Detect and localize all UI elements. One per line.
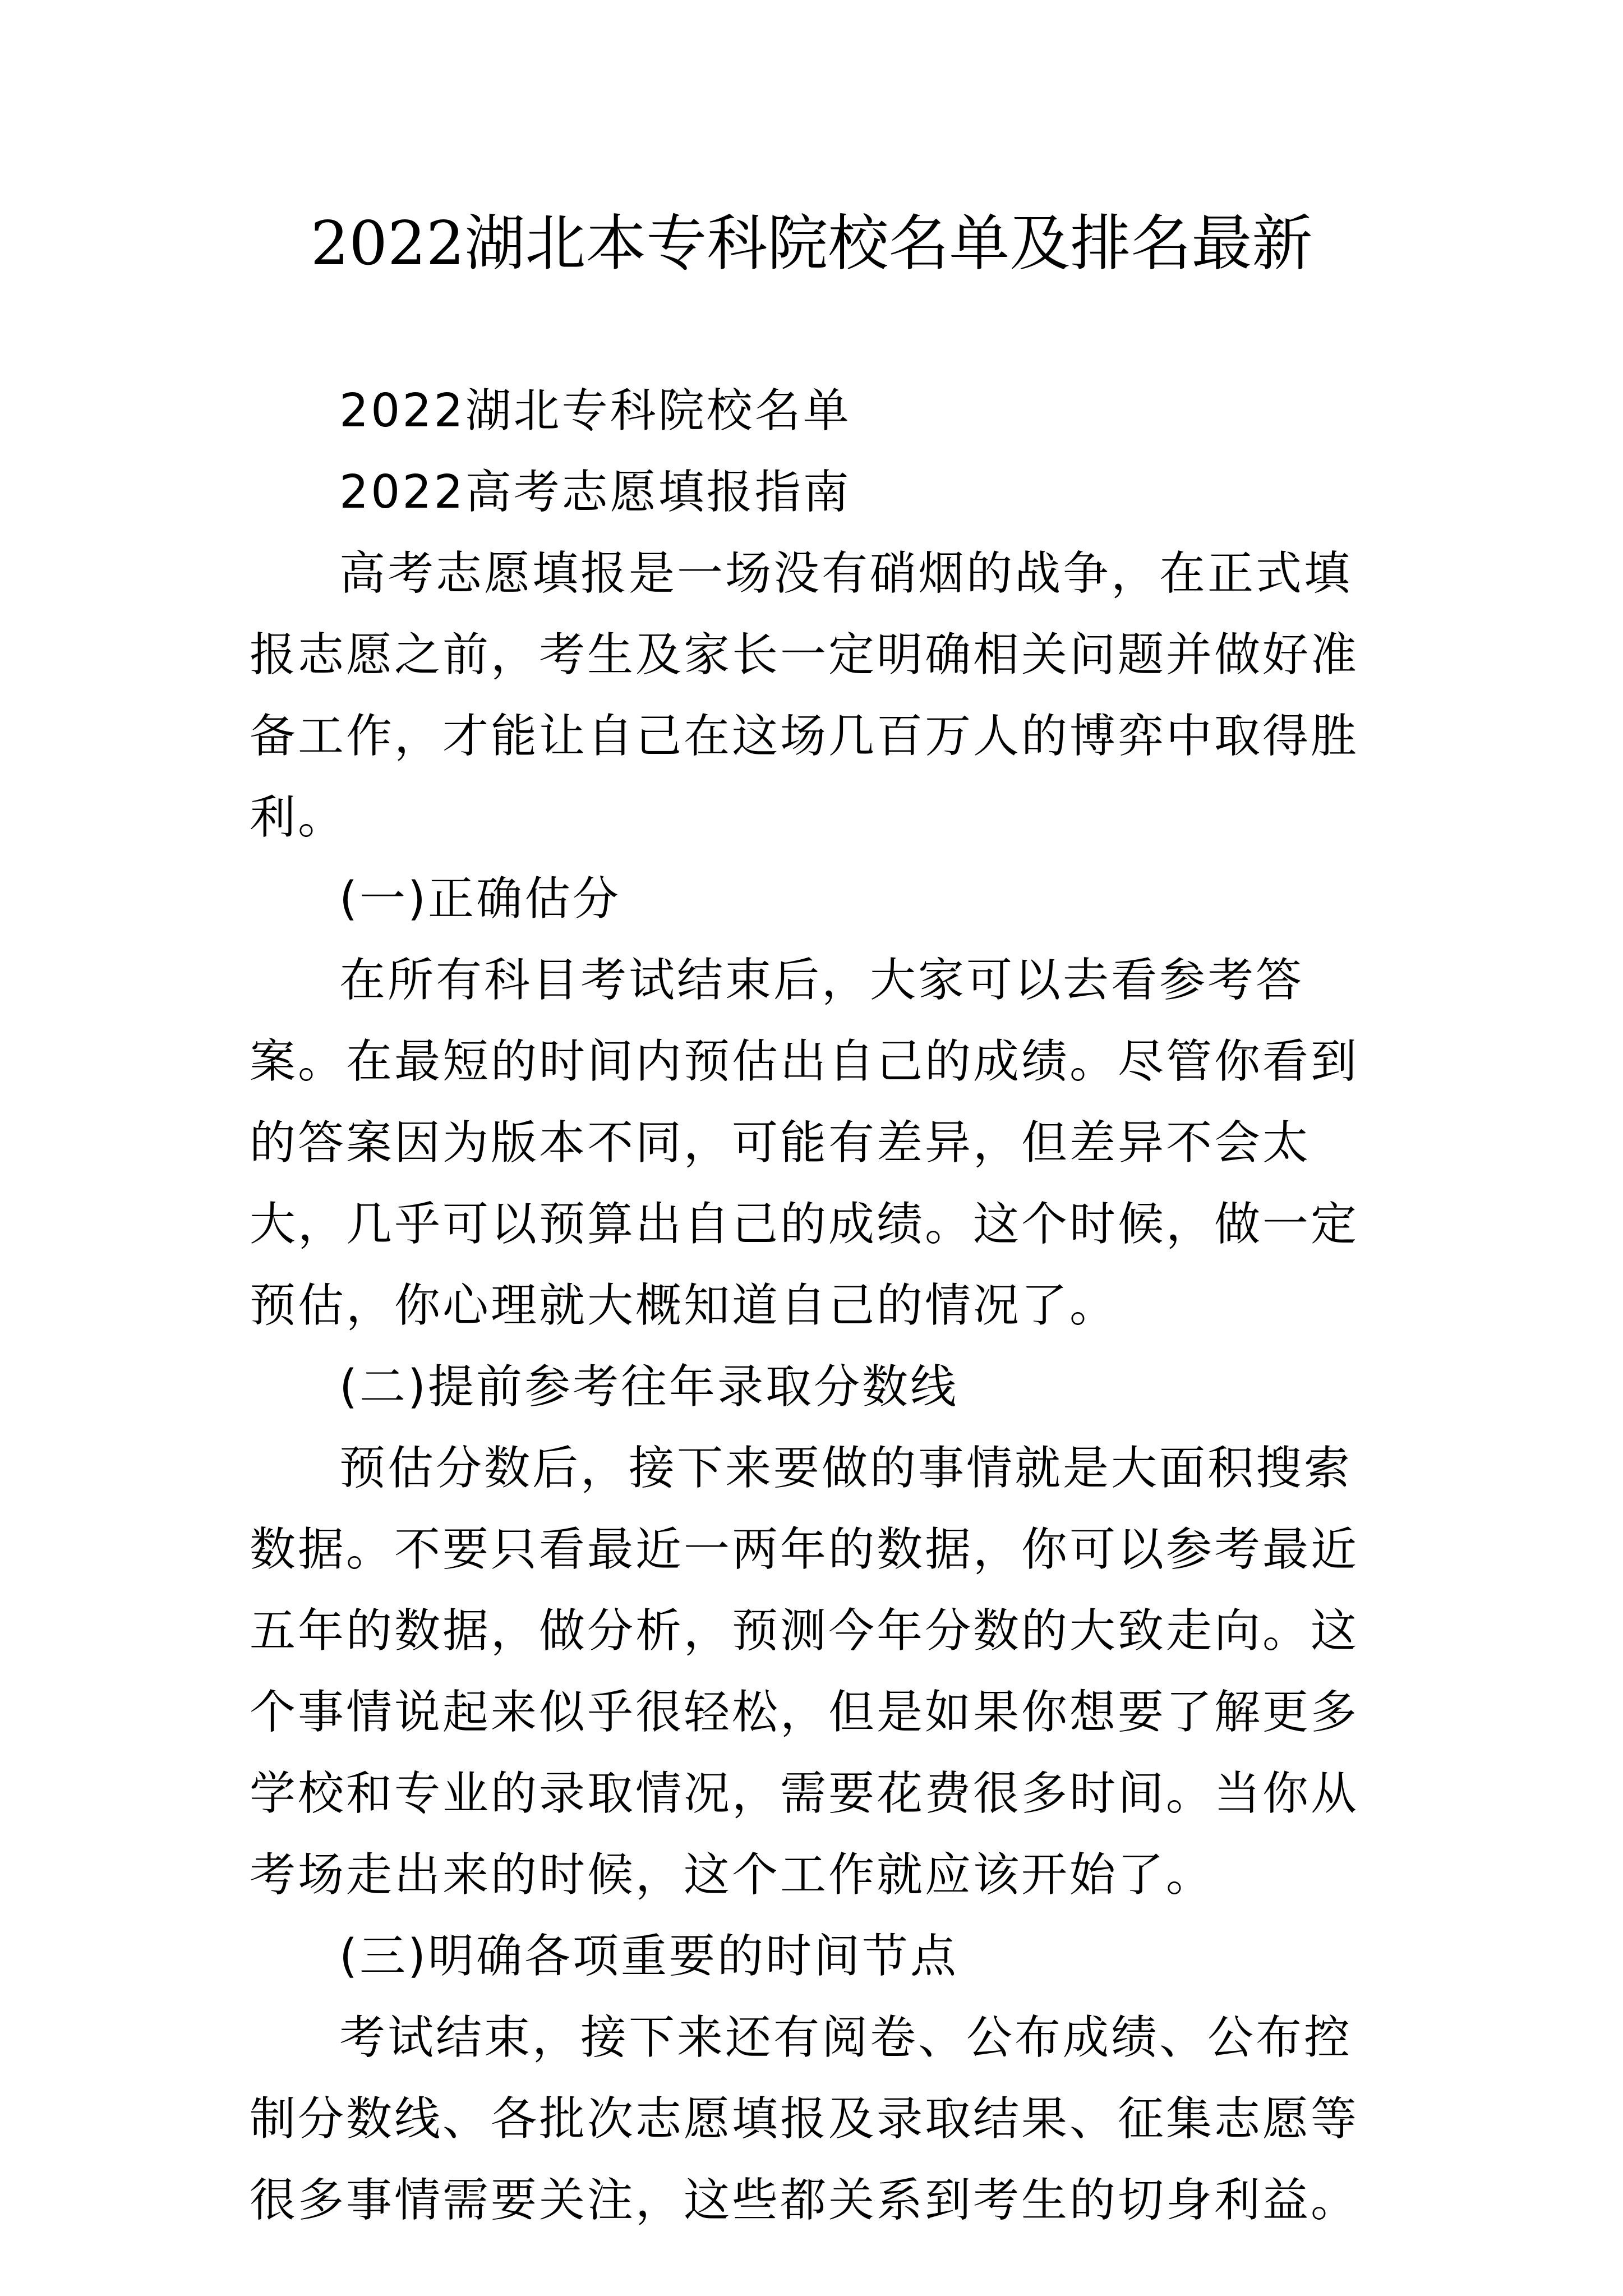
document-body	[250, 370, 1394, 2241]
section-heading-1: (一)正确估分	[339, 872, 621, 926]
section-heading-3: (三)明确各项重要的时间节点	[339, 1930, 958, 1983]
document-title: 2022湖北本专科院校名单及排名最新	[310, 209, 1313, 279]
section-heading-2: (二)提前参考往年录取分数线	[339, 1360, 958, 1414]
paragraph-section-3: 考试结束，接下来还有阅卷、公布成绩、公布控制分数线、各批次志愿填报及录取结果、征集志愿等很多事情需要关注，这些都关系到考生的切身利益。	[250, 2011, 1359, 2227]
paragraph-section-1: 在所有科目考试结束后，大家可以去看参考答案。在最短的时间内预估出自己的成绩。尽管你看到的答案因为版本不同，可能有差异，但差异不会太大，几乎可以预算出自己的成绩。这个时候，做一定预估，你心理就大概知道自己的情况了。	[250, 954, 1359, 1332]
paragraph-guide-heading: 2022高考志愿填报指南	[339, 466, 851, 519]
paragraph-intro: 高考志愿填报是一场没有硝烟的战争，在正式填报志愿之前，考生及家长一定明确相关问题并做好准备工作，才能让自己在这场几百万人的博弈中取得胜利。	[250, 547, 1359, 844]
paragraph-list-heading: 2022湖北专科院校名单	[339, 384, 851, 438]
paragraph-section-2: 预估分数后，接下来要做的事情就是大面积搜索数据。不要只看最近一两年的数据，你可以参考最近五年的数据，做分析，预测今年分数的大致走向。这个事情说起来似乎很轻松，但是如果你想要了解更多学校和专业的录取情况，需要花费很多时间。当你从考场走出来的时候，这个工作就应该开始了。	[250, 1442, 1359, 1902]
